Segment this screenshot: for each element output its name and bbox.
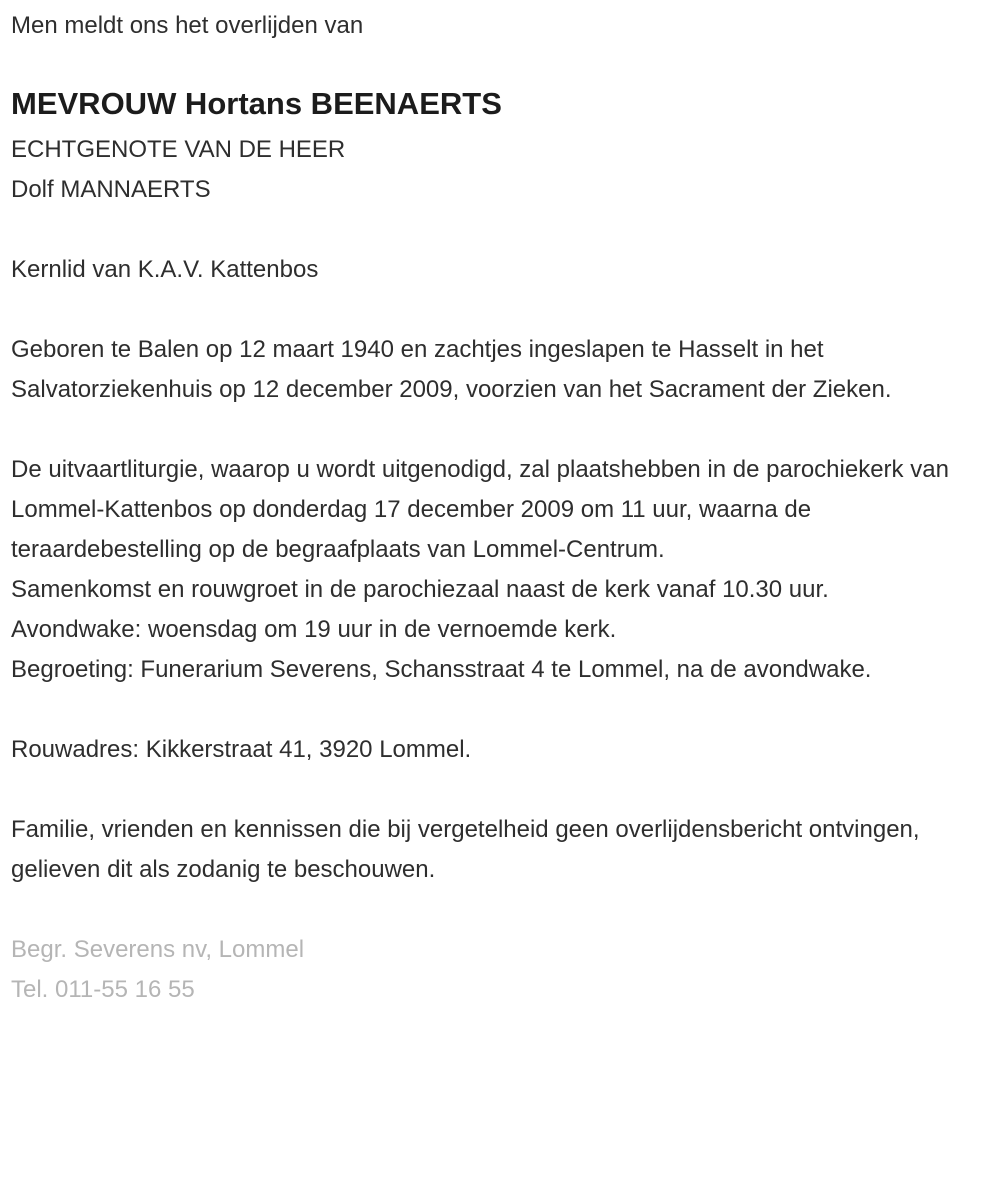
life-summary-block (11, 330, 970, 410)
spouse-name-line: Dolf MANNAERTS (11, 176, 211, 203)
funeral-greeting-line: Begroeting: Funerarium Severens, Schansstraat 4 te Lommel, na de avondwake. (11, 656, 872, 683)
mourning-address-line: Rouwadres: Kikkerstraat 41, 3920 Lommel. (11, 736, 472, 763)
spouse-title-line: ECHTGENOTE VAN DE HEER (11, 136, 346, 163)
deceased-name: MEVROUW Hortans BEENAERTS (11, 86, 502, 121)
undertaker-footer (11, 930, 970, 1010)
funeral-block (11, 450, 970, 690)
mourning-address-block (11, 730, 970, 770)
funeral-liturgy-paragraph: De uitvaartliturgie, waarop u wordt uitgenodigd, zal plaatshebben in de parochiekerk van Lommel-Kattenbos op donderdag 17 december 2009 om 11 uur, waarna de teraardebestelling op de begraafplaats van Lommel-Centrum. (11, 456, 949, 563)
life-summary-paragraph: Geboren te Balen op 12 maart 1940 en zachtjes ingeslapen te Hasselt in het Salvatorziekenhuis op 12 december 2009, voorzien van het Sacrament der Zieken. (11, 336, 892, 403)
intro-line: Men meldt ons het overlijden van (11, 12, 364, 39)
undertaker-name-line: Begr. Severens nv, Lommel (11, 936, 305, 963)
undertaker-phone-line: Tel. 011-55 16 55 (11, 976, 195, 1003)
notice-block (11, 810, 970, 890)
funeral-wake-line: Avondwake: woensdag om 19 uur in de vernoemde kerk. (11, 616, 617, 643)
notice-paragraph: Familie, vrienden en kennissen die bij vergetelheid geen overlijdensbericht ontvingen, gelieven dit als zodanig te beschouwen. (11, 816, 920, 883)
membership-line: Kernlid van K.A.V. Kattenbos (11, 256, 319, 283)
funeral-gathering-line: Samenkomst en rouwgroet in de parochiezaal naast de kerk vanaf 10.30 uur. (11, 576, 829, 603)
membership-block (11, 250, 970, 290)
